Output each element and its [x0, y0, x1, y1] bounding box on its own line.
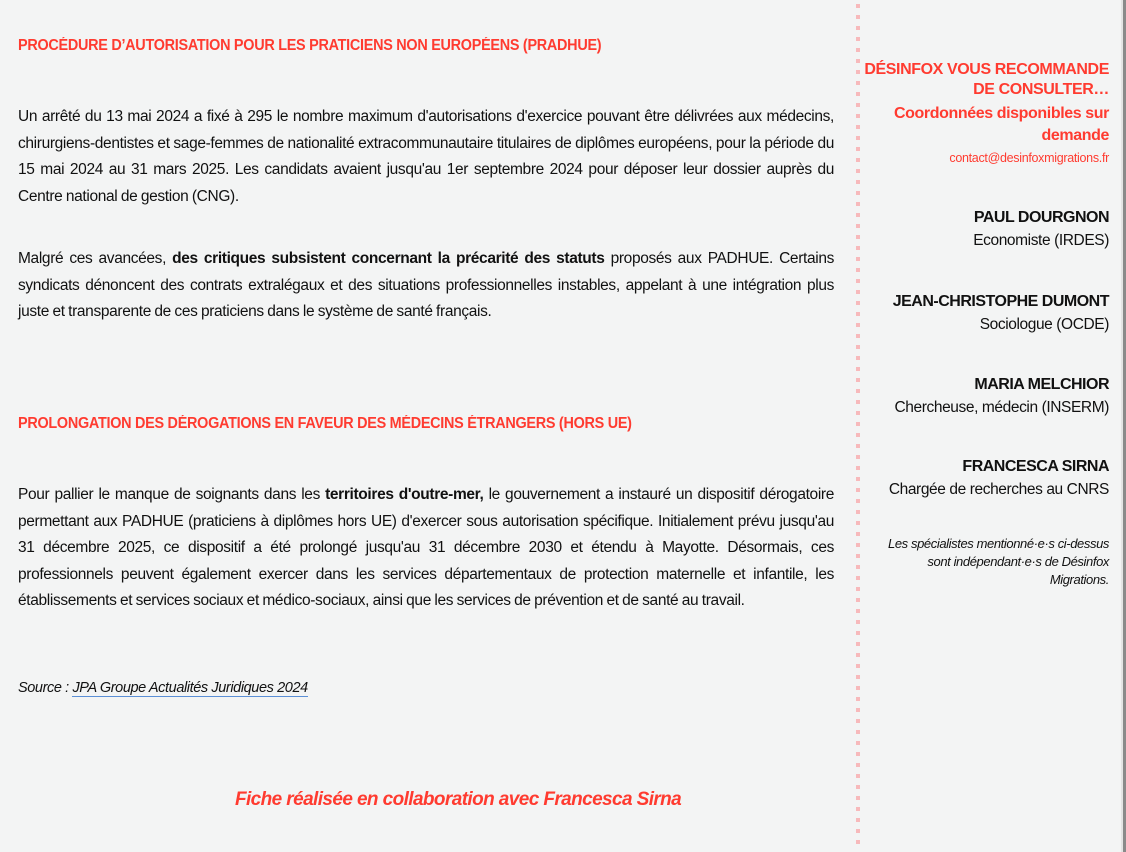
section1-paragraph1: Un arrêté du 13 mai 2024 a fixé à 295 le nombre maximum d'autorisations d'exercice pouvant être délivrées aux médecins, chirurgiens-dentistes et sage-femmes de nationalité extracommunautaire titulaires de diplômes européens, pour la période du 15 mai 2024 au 31 mars 2025. Les candidats avaient jusqu'au 1er septembre 2024 pour déposer leur dossier auprès du Centre national de gestion (CNG).	[18, 108, 834, 205]
section1-paragraph2	[18, 246, 834, 326]
independence-disclaimer	[849, 535, 1109, 589]
disclaimer-line3: Migrations.	[1049, 572, 1109, 587]
expert-card	[849, 374, 1109, 420]
expert-card	[849, 456, 1109, 502]
expert-card	[849, 291, 1109, 337]
contact-email[interactable]: contact@desinfoxmigrations.fr	[949, 151, 1109, 165]
source-link[interactable]: JPA Groupe Actualités Juridiques 2024	[72, 680, 308, 696]
sidebar-title-line2: DE CONSULTER…	[973, 81, 1109, 98]
sidebar-header	[849, 60, 1109, 165]
expert-name: JEAN-CHRISTOPHE DUMONT	[892, 293, 1109, 310]
section1-paragraph2-emphasis: des critiques subsistent concernant la précarité des statuts	[172, 250, 605, 267]
expert-name: FRANCESCA SIRNA	[962, 458, 1109, 475]
section2-paragraph	[18, 482, 834, 615]
section2-paragraph-emphasis: territoires d'outre-mer,	[325, 486, 484, 503]
section1-paragraph2-text: Malgré ces avancées,	[18, 250, 173, 267]
section2-heading: PROLONGATION DES DÉROGATIONS EN FAVEUR DES MÉDECINS ÉTRANGERS (HORS UE)	[18, 415, 632, 432]
sidebar-subtitle	[849, 103, 1109, 147]
sidebar-subtitle-line2: demande	[1041, 127, 1109, 144]
section2-paragraph-text: Pour pallier le manque de soignants dans les	[18, 486, 326, 503]
source-label: Source :	[18, 680, 73, 696]
source-citation	[18, 680, 308, 696]
section1-heading: PROCÉDURE D’AUTORISATION POUR LES PRATICIENS NON EUROPÉENS (PRADHUE)	[18, 37, 602, 54]
section1-paragraph2-text-end: proposés aux PADHUE. Certains syndicats dénoncent des contrats extralégaux et des situations professionnelles instables, appelant à une intégration plus juste et transparente de ces praticiens dans le système de santé français.	[18, 250, 834, 320]
expert-role: Chargée de recherches au CNRS	[888, 481, 1109, 498]
section2-paragraph-text-end: le gouvernement a instauré un dispositif dérogatoire permettant aux PADHUE (praticiens à diplômes hors UE) d'exercer sous autorisation spécifique. Initialement prévu jusqu'au 31 décembre 2025, ce dispositif a été prolongé jusqu'au 31 décembre 2030 et étendu à Mayotte. Désormais, ces professionnels peuvent également exercer dans les services départementaux de protection maternelle et infantile, les établissements et services sociaux et médico-sociaux, ainsi que les services de prévention et de santé au travail.	[18, 486, 834, 609]
footer-credit: Fiche réalisée en collaboration avec Francesca Sirna	[235, 789, 682, 810]
sidebar-subtitle-line1: Coordonnées disponibles sur	[893, 105, 1109, 122]
expert-card	[849, 207, 1109, 253]
sidebar-title-line1: DÉSINFOX VOUS RECOMMANDE	[864, 61, 1109, 78]
expert-name: PAUL DOURGNON	[973, 209, 1109, 226]
expert-role: Chercheuse, médecin (INSERM)	[894, 399, 1109, 416]
expert-role: Sociologue (OCDE)	[979, 316, 1109, 333]
disclaimer-line1: Les spécialistes mentionné·e·s ci-dessus	[888, 536, 1109, 551]
expert-role: Economiste (IRDES)	[973, 232, 1109, 249]
disclaimer-line2: sont indépendant·e·s de Désinfox	[927, 554, 1109, 569]
expert-name: MARIA MELCHIOR	[974, 376, 1109, 393]
